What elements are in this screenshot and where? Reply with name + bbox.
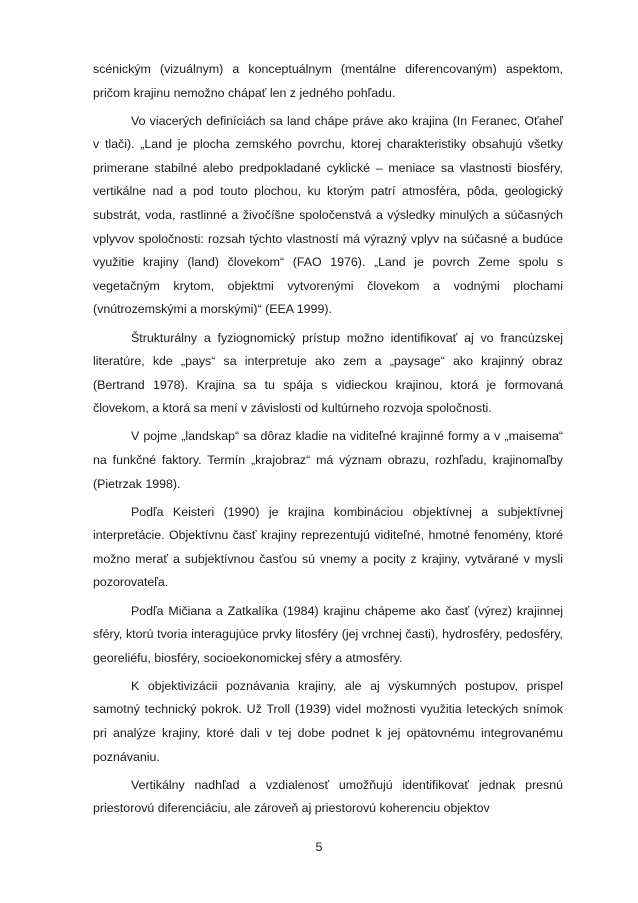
paragraph-3: Štrukturálny a fyziognomický prístup možno identifikovať aj vo francúzskej literatúre, kde „pays“ sa interpretuje ako zem a „paysage“ ako krajinný obraz (Bertrand 1978). Krajina sa tu spája s vidieckou krajinou, ktorá je formovaná človekom, a ktorá sa mení v závislosti od kultúrneho rozvoja spoločnosti. [93, 330, 563, 416]
paragraph-4: V pojme „landskap“ sa dôraz kladie na viditeľné krajinné formy a v „maisema“ na funkčné faktory. Termín „krajobraz“ má význam obrazu, rozhľadu, krajinomaľby (Pietrzak 1998). [93, 429, 563, 491]
paragraph-1: scénickým (vizuálnym) a konceptuálnym (mentálne diferencovaným) aspektom, pričom krajinu nemožno chápať len z jedného pohľadu. [93, 62, 563, 100]
page-number: 5 [315, 840, 323, 854]
paragraph-8: Vertikálny nadhľad a vzdialenosť umožňujú identifikovať jednak presnú priestorovú diferenciáciu, ale zároveň aj priestorovú koherenciu objektov [93, 777, 563, 816]
paragraph-2: Vo viacerých definíciách sa land chápe práve ako krajina (In Feranec, Oťaheľ v tlači). „Land je plocha zemského povrchu, ktorej charakteristiky obsahujú všetky primerane stabilné alebo predpokladané cyklické – meniace sa vlastnosti biosféry, vertikálne nad a pod touto plochou, ku ktorým patrí atmosféra, pôda, geologický substrát, voda, rastlinné a živočíšne spoločenstvá a výsledky minulých a súčasných vplyvov spoločnosti: rozsah týchto vlastností má výrazný vplyv na súčasné a budúce využitie krajiny (land) človekom“ (FAO 1976). „Land je povrch Zeme spolu s vegetačným krytom, objektmi vytvorenými človekom a vodnými plochami (vnútrozemskými a morskými)“ (EEA 1999). [93, 113, 563, 317]
paragraph-6: Podľa Mičiana a Zatkalíka (1984) krajinu chápeme ako časť (výrez) krajinnej sféry, ktorú tvoria interagujúce prvky litosféry (jej vrchnej časti), hydrosféry, pedosféry, georeliéfu, biosféry, socioekonomickej sféry a atmosféry. [93, 603, 563, 665]
paragraph-7: K objektivizácii poznávania krajiny, ale aj výskumných postupov, prispel samotný technický pokrok. Už Troll (1939) videl možnosti využitia leteckých snímok pri analýze krajiny, ktoré dali v tej dobe podnet k jej opätovnému integrovanému poznávaniu. [93, 678, 563, 764]
body-text [93, 58, 563, 825]
paragraph-5: Podľa Keisteri (1990) je krajina kombináciou objektívnej a subjektívnej interpretácie. Objektívnu časť krajiny reprezentujú viditeľné, hmotné fenomény, ktoré možno merať a subjektívnou časťou sú vnemy a pocity z krajiny, vytvárané v mysli pozorovateľa. [93, 504, 563, 590]
